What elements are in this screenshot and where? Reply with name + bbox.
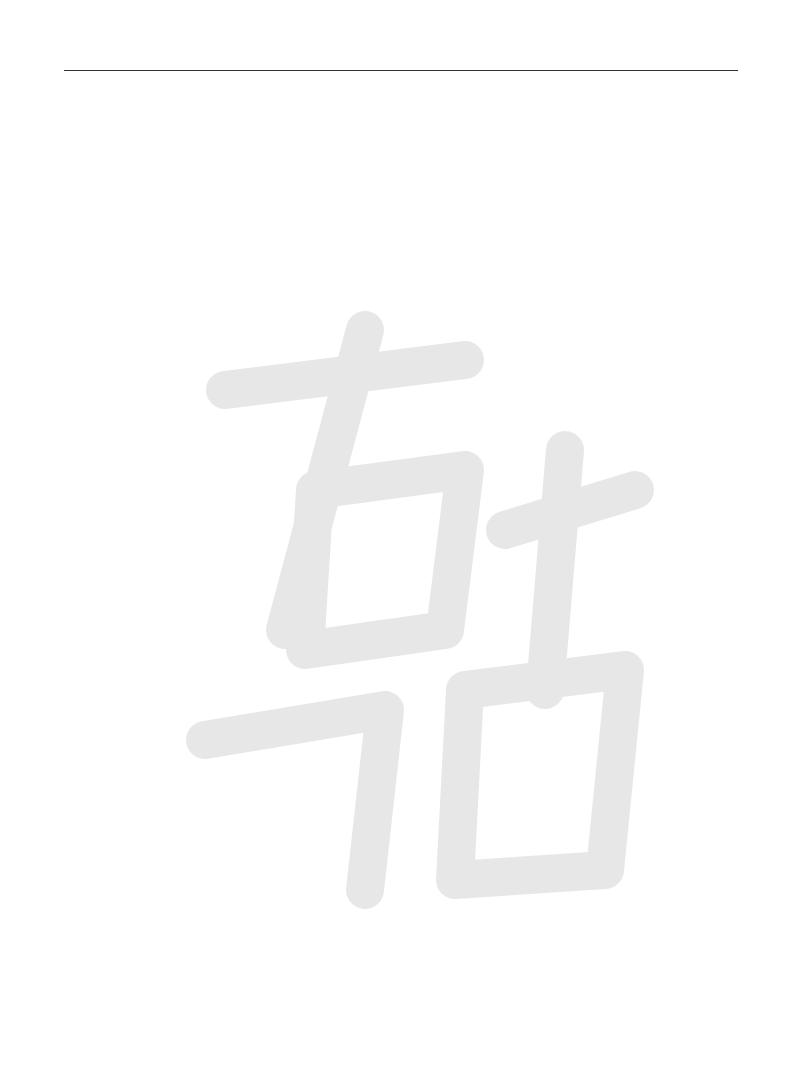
watermark-logo: [165, 270, 685, 910]
page-header: [64, 50, 738, 71]
